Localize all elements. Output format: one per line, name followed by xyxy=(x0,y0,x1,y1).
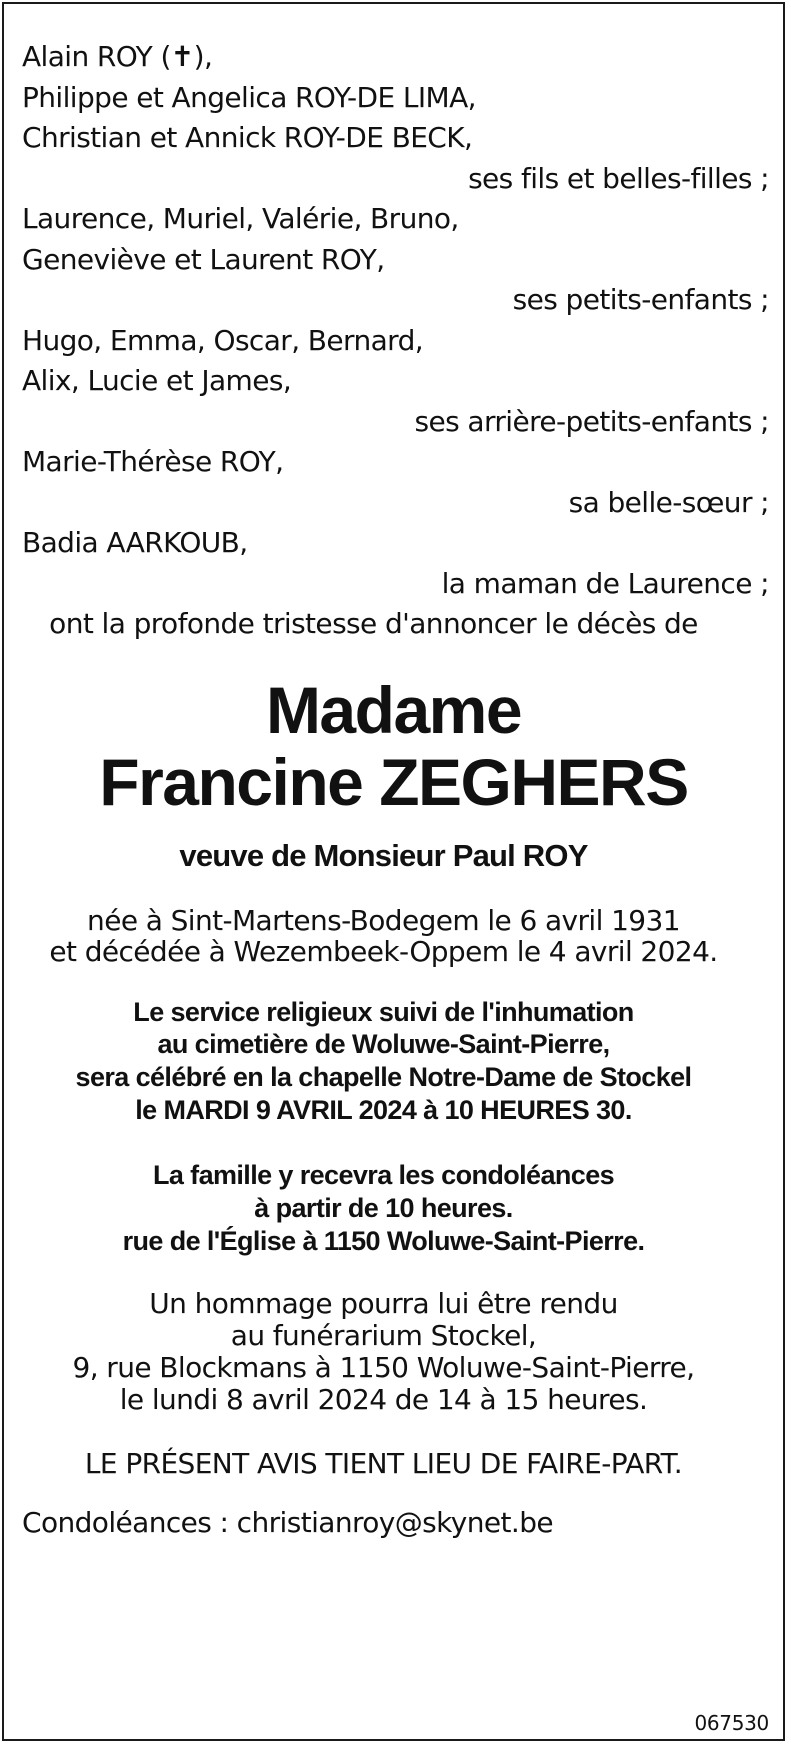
family-line-5: Geneviève et Laurent ROY, xyxy=(22,243,385,276)
condolences-family-line-3: rue de l'Église à 1150 Woluwe-Saint-Pierre. xyxy=(122,1226,645,1256)
family-line-8: Marie-Thérèse ROY, xyxy=(22,445,284,478)
family-line-2: Philippe et Angelica ROY-DE LIMA, xyxy=(22,81,476,114)
widow-of: veuve de Monsieur Paul ROY xyxy=(179,838,588,873)
condolences-family-line-2: à partir de 10 heures. xyxy=(254,1193,513,1223)
family-role-sons: ses fils et belles-filles ; xyxy=(468,162,769,195)
family-role-grandchildren: ses petits-enfants ; xyxy=(512,283,769,316)
service-line-3: sera célébré en la chapelle Notre-Dame de Stockel xyxy=(75,1062,692,1092)
tribute-line-3: 9, rue Blockmans à 1150 Woluwe-Saint-Pierre, xyxy=(72,1351,695,1384)
service-line-1: Le service religieux suivi de l'inhumation xyxy=(133,997,634,1027)
service-line-2: au cimetière de Woluwe-Saint-Pierre, xyxy=(157,1029,610,1059)
deceased-name: Francine ZEGHERS xyxy=(99,745,688,819)
birth-info: née à Sint-Martens-Bodegem le 6 avril 1931 xyxy=(87,904,680,937)
faire-part-notice: LE PRÉSENT AVIS TIENT LIEU DE FAIRE-PART. xyxy=(84,1447,683,1480)
family-line-9: Badia AARKOUB, xyxy=(22,526,248,559)
family-line-4: Laurence, Muriel, Valérie, Bruno, xyxy=(22,202,459,235)
death-info: et décédée à Wezembeek-Oppem le 4 avril 2024. xyxy=(49,935,718,968)
reference-number: 067530 xyxy=(694,1711,769,1735)
condolences-contact: Condoléances : christianroy@skynet.be xyxy=(22,1506,553,1539)
deceased-title: Madame xyxy=(265,673,522,747)
family-role-mother: la maman de Laurence ; xyxy=(441,567,769,600)
condolences-family-line-1: La famille y recevra les condoléances xyxy=(152,1160,615,1190)
tribute-line-4: le lundi 8 avril 2024 de 14 à 15 heures. xyxy=(119,1383,648,1416)
tribute-line-2: au funérarium Stockel, xyxy=(230,1319,537,1352)
family-line-6: Hugo, Emma, Oscar, Bernard, xyxy=(22,324,424,357)
family-role-sister-in-law: sa belle-sœur ; xyxy=(568,486,769,519)
announcement-text: ont la profonde tristesse d'annoncer le décès de xyxy=(49,607,698,640)
service-line-4: le MARDI 9 AVRIL 2024 à 10 HEURES 30. xyxy=(135,1095,632,1125)
family-role-great-grandchildren: ses arrière-petits-enfants ; xyxy=(414,405,769,438)
obituary-frame xyxy=(2,2,785,1741)
family-line-1: Alain ROY (✝), xyxy=(22,40,213,73)
family-line-7: Alix, Lucie et James, xyxy=(22,364,292,397)
tribute-line-1: Un hommage pourra lui être rendu xyxy=(149,1287,618,1320)
family-line-3: Christian et Annick ROY-DE BECK, xyxy=(22,121,473,154)
